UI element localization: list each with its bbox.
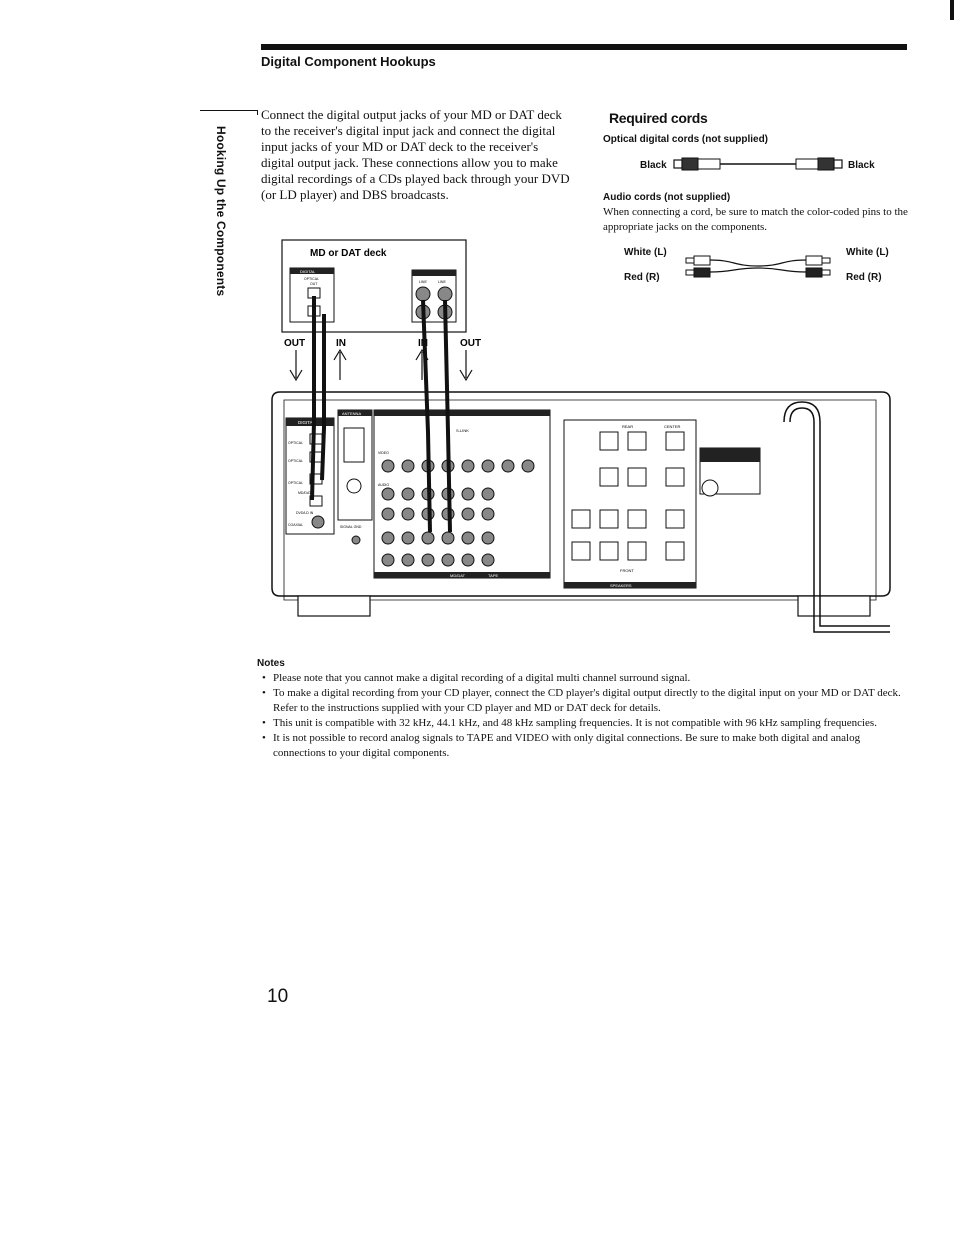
side-tab xyxy=(200,110,258,320)
receiver-coaxial-label: COAXIAL xyxy=(288,523,304,527)
receiver-coaxial-jack xyxy=(312,516,324,528)
optical-right-label: Black xyxy=(848,160,875,171)
page-edge-mark xyxy=(950,0,954,20)
antenna-panel xyxy=(338,410,372,520)
hookup-diagram xyxy=(270,232,894,642)
signal-gnd-label: SIGNAL GND xyxy=(340,525,362,529)
optical-cord-title: Optical digital cords (not supplied) xyxy=(603,134,769,145)
receiver-optical-label-3: OPTICAL xyxy=(288,481,303,485)
optical-left-label: Black xyxy=(640,160,667,171)
page-number: 10 xyxy=(267,986,289,1007)
receiver-foot-right xyxy=(798,596,870,616)
deck-line-out-label: LINE xyxy=(438,280,446,284)
side-tab-label: Hooking Up the Components xyxy=(214,126,228,297)
audio-cord-note: When connecting a cord, be sure to match the color-coded pins to the appropriate jacks on the components. xyxy=(603,206,908,233)
rear-label: REAR xyxy=(622,424,634,429)
audio-red-left: Red (R) xyxy=(624,272,660,283)
antenna-label: ANTENNA xyxy=(342,411,362,416)
section-title: Digital Component Hookups xyxy=(261,54,436,69)
intro-paragraph: Connect the digital output jacks of your MD or DAT deck to the receiver's digital input jack and connect the digital input jacks of your MD or DAT deck to the receiver's digital output jack. These connections allow you to make digital recordings of a CDs played back through your DVD (or LD player) and DBS broadcasts. xyxy=(261,107,570,202)
receiver-dvd-ld-label: DVD/LD IN xyxy=(296,511,314,515)
md-dat-label: MD/DAT xyxy=(450,573,466,578)
receiver-optical-label-2: OPTICAL xyxy=(288,459,303,463)
optical-cable-out xyxy=(312,296,314,500)
side-tab-bracket xyxy=(200,110,258,115)
video-label: VIDEO xyxy=(378,451,389,455)
out-right-label: OUT xyxy=(460,338,482,349)
out-left-arrow xyxy=(290,350,302,380)
wireless-header xyxy=(700,448,760,462)
in-left-label: IN xyxy=(336,338,346,349)
in-right-label: IN xyxy=(418,338,428,349)
required-cords-title: Required cords xyxy=(609,110,708,126)
deck-label: MD or DAT deck xyxy=(310,248,387,259)
header-rule xyxy=(261,44,907,50)
in-left-arrow xyxy=(334,350,346,380)
deck-line-in-l-jack xyxy=(416,287,430,301)
note-item: • Please note that you cannot make a digital recording of a digital multi channel surround signal. xyxy=(262,671,912,686)
signal-gnd-terminal xyxy=(352,536,360,544)
deck-optical-label: OPTICAL xyxy=(304,277,319,281)
out-left-label: OUT xyxy=(284,338,306,349)
receiver-foot-left xyxy=(298,596,370,616)
s-link-label: S-LINK xyxy=(456,428,469,433)
av-jack-header xyxy=(374,410,550,416)
note-item: • This unit is compatible with 32 kHz, 44.1 kHz, and 48 kHz sampling frequencies. It is not compatible with 96 kHz sampling frequencies. xyxy=(262,716,912,731)
deck-line-in-label: LINE xyxy=(419,280,427,284)
fm-antenna-jack xyxy=(347,479,361,493)
audio-cord-title: Audio cords (not supplied) xyxy=(603,192,731,203)
tape-label: TAPE xyxy=(488,573,499,578)
front-label: FRONT xyxy=(620,568,634,573)
note-item: • It is not possible to record analog signals to TAPE and VIDEO with only digital connections. Be sure to make both digital and analog connections to your digital components. xyxy=(262,731,912,761)
deck-digital-label: DIGITAL xyxy=(300,269,316,274)
optical-cord-illustration xyxy=(672,155,844,173)
receiver-digital-label: DIGITAL xyxy=(298,420,316,425)
deck-line-header xyxy=(412,270,456,276)
note-item: • To make a digital recording from your CD player, connect the CD player's digital output directly to the digital input on your MD or DAT deck. Refer to the instructions supplied with your CD player and MD or DAT deck for details. xyxy=(262,686,912,716)
am-antenna-terminal xyxy=(344,428,364,462)
audio-white-left: White (L) xyxy=(624,247,667,258)
deck-line-out-l-jack xyxy=(438,287,452,301)
audio-white-right: White (L) xyxy=(846,247,889,258)
out-right-arrow xyxy=(460,350,472,380)
speakers-label: SPEAKERS xyxy=(610,583,632,588)
deck-in-label: IN xyxy=(312,301,316,305)
audio-red-right: Red (R) xyxy=(846,272,882,283)
optical-cable-in xyxy=(322,314,324,480)
receiver-md-dat-label: MD/DAT xyxy=(298,491,312,495)
wireless-connector xyxy=(702,480,718,496)
center-label: CENTER xyxy=(664,424,681,429)
receiver-optical-label-1: OPTICAL xyxy=(288,441,303,445)
notes-heading: Notes xyxy=(257,658,285,669)
deck-out-label: OUT xyxy=(310,282,318,286)
audio-label: AUDIO xyxy=(378,483,390,487)
notes-list xyxy=(262,671,912,761)
